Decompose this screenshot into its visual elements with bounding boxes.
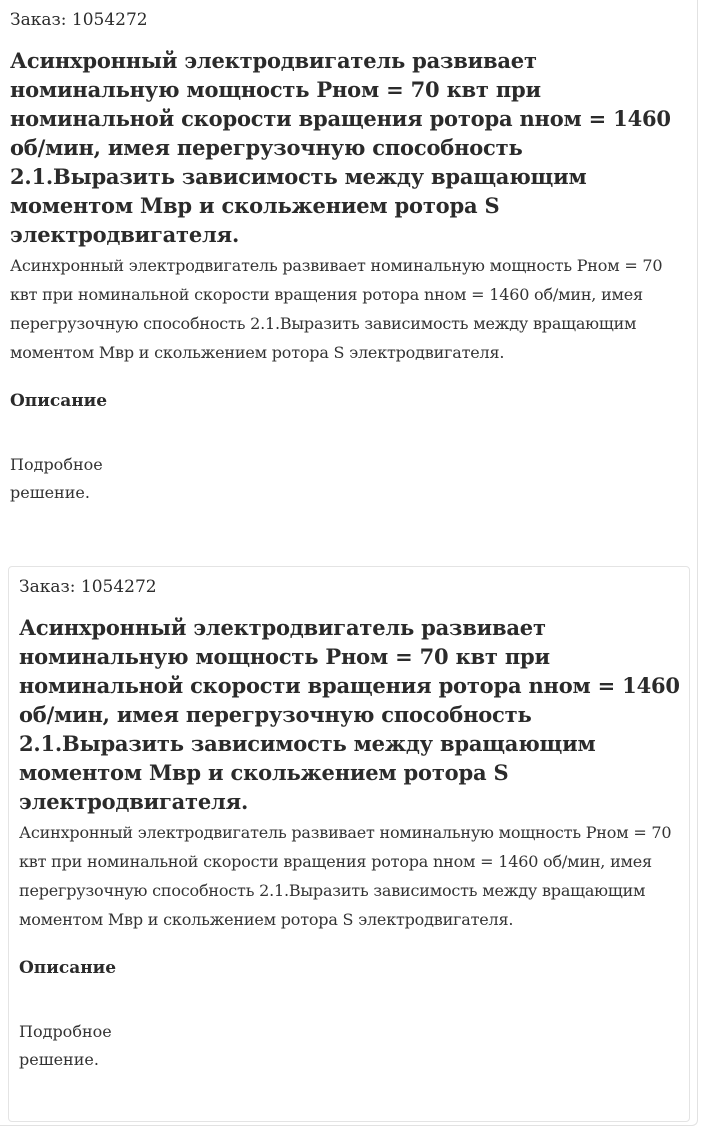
task-text: Асинхронный электродвигатель развивает номинальную мощность Pном = 70 квт при номинальной скорости вращения ротора nном = 1460 об/мин, имея перегрузочную способность 2.1.Выразить зависимость между вращающим моментом Mвр и скольжением ротора S электродвигателя. [10, 256, 663, 362]
description-text: Подробное решение. [19, 1022, 112, 1069]
order-block-2 [8, 566, 690, 1122]
task-title: Асинхронный электродвигатель развивает номинальную мощность Pном = 70 квт при номинальной скорости вращения ротора nном = 1460 об/мин, имея перегрузочную способность 2.1.Выразить зависимость между вращающим моментом Mвр и скольжением ротора S электродвигателя. [19, 615, 680, 814]
order-number: Заказ: 1054272 [19, 577, 157, 597]
description-heading: Описание [19, 958, 117, 978]
description-heading: Описание [10, 391, 108, 411]
task-title: Асинхронный электродвигатель развивает номинальную мощность Pном = 70 квт при номинальной скорости вращения ротора nном = 1460 об/мин, имея перегрузочную способность 2.1.Выразить зависимость между вращающим моментом Mвр и скольжением ротора S электродвигателя. [10, 48, 671, 247]
order-number: Заказ: 1054272 [10, 10, 148, 30]
description-text: Подробное решение. [10, 455, 103, 502]
task-text: Асинхронный электродвигатель развивает номинальную мощность Pном = 70 квт при номинальной скорости вращения ротора nном = 1460 об/мин, имея перегрузочную способность 2.1.Выразить зависимость между вращающим моментом Mвр и скольжением ротора S электродвигателя. [19, 823, 672, 929]
order-block-1 [10, 8, 690, 507]
